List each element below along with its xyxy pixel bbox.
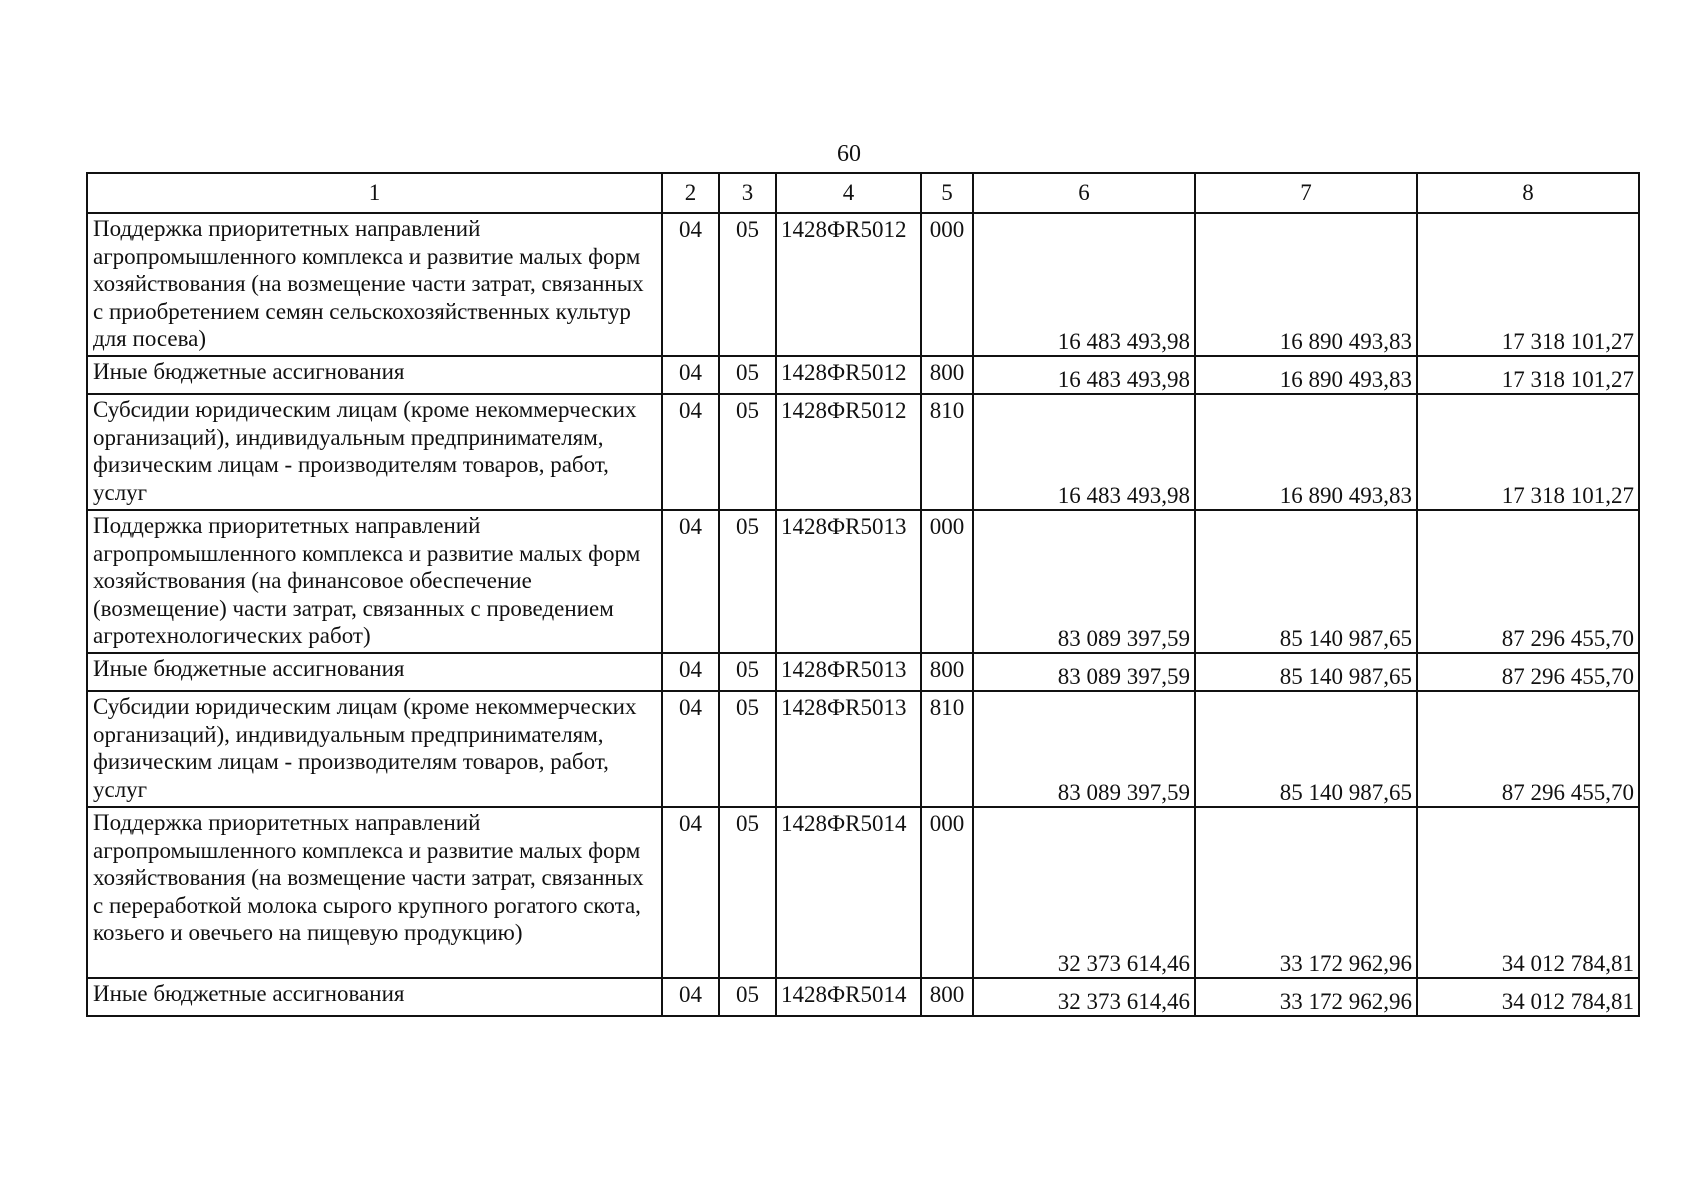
row-c4: 1428ФR5013: [776, 691, 921, 807]
row-c8: 17 318 101,27: [1417, 394, 1639, 510]
row-c4: 1428ФR5013: [776, 653, 921, 691]
row-c5: 000: [921, 807, 973, 978]
row-c4: 1428ФR5012: [776, 394, 921, 510]
row-c8: 87 296 455,70: [1417, 653, 1639, 691]
row-c6: 16 483 493,98: [973, 213, 1195, 356]
row-c2: 04: [662, 510, 719, 653]
row-c3: 05: [719, 691, 776, 807]
row-c4: 1428ФR5014: [776, 978, 921, 1016]
row-name: Поддержка приоритетных направлений агропромышленного комплекса и развитие малых форм хозяйствования (на возмещение части затрат, связанных с приобретением семян сельскохозяйственных культур для посева): [87, 213, 662, 356]
row-c7: 85 140 987,65: [1195, 510, 1417, 653]
row-c3: 05: [719, 213, 776, 356]
budget-table: [86, 172, 1640, 1017]
row-c2: 04: [662, 978, 719, 1016]
row-c8: 17 318 101,27: [1417, 213, 1639, 356]
row-c5: 810: [921, 691, 973, 807]
header-col-8: 8: [1417, 173, 1639, 213]
row-c7: 85 140 987,65: [1195, 691, 1417, 807]
row-c3: 05: [719, 807, 776, 978]
row-c4: 1428ФR5013: [776, 510, 921, 653]
row-c5: 800: [921, 356, 973, 394]
row-c7: 33 172 962,96: [1195, 978, 1417, 1016]
row-c3: 05: [719, 510, 776, 653]
row-c4: 1428ФR5012: [776, 213, 921, 356]
row-c8: 17 318 101,27: [1417, 356, 1639, 394]
row-c8: 87 296 455,70: [1417, 691, 1639, 807]
header-col-2: 2: [662, 173, 719, 213]
table-row: [87, 978, 1639, 1016]
row-c3: 05: [719, 653, 776, 691]
row-c8: 87 296 455,70: [1417, 510, 1639, 653]
table-row: [87, 510, 1639, 653]
table-row: [87, 356, 1639, 394]
row-c6: 16 483 493,98: [973, 394, 1195, 510]
table-row: [87, 653, 1639, 691]
page-number: 60: [837, 141, 861, 167]
row-c8: 34 012 784,81: [1417, 807, 1639, 978]
row-c7: 16 890 493,83: [1195, 356, 1417, 394]
row-c6: 83 089 397,59: [973, 653, 1195, 691]
row-name: Иные бюджетные ассигнования: [87, 978, 662, 1016]
header-col-3: 3: [719, 173, 776, 213]
row-c3: 05: [719, 394, 776, 510]
row-c4: 1428ФR5012: [776, 356, 921, 394]
row-c2: 04: [662, 356, 719, 394]
header-col-1: 1: [87, 173, 662, 213]
row-c3: 05: [719, 356, 776, 394]
row-c7: 33 172 962,96: [1195, 807, 1417, 978]
table-row: [87, 691, 1639, 807]
row-c2: 04: [662, 807, 719, 978]
row-c5: 000: [921, 510, 973, 653]
header-col-4: 4: [776, 173, 921, 213]
row-name: Поддержка приоритетных направлений агропромышленного комплекса и развитие малых форм хозяйствования (на возмещение части затрат, связанных с переработкой молока сырого крупного рогатого скота, козьего и овечьего на пищевую продукцию): [87, 807, 662, 978]
row-name: Субсидии юридическим лицам (кроме некоммерческих организаций), индивидуальным предпринимателям, физическим лицам - производителям товаров, работ, услуг: [87, 691, 662, 807]
header-col-6: 6: [973, 173, 1195, 213]
row-c5: 810: [921, 394, 973, 510]
row-c7: 16 890 493,83: [1195, 213, 1417, 356]
header-row: [87, 173, 1639, 213]
row-c3: 05: [719, 978, 776, 1016]
row-name: Иные бюджетные ассигнования: [87, 653, 662, 691]
row-c5: 800: [921, 653, 973, 691]
header-col-7: 7: [1195, 173, 1417, 213]
row-c7: 16 890 493,83: [1195, 394, 1417, 510]
row-c2: 04: [662, 691, 719, 807]
row-c6: 83 089 397,59: [973, 691, 1195, 807]
row-c4: 1428ФR5014: [776, 807, 921, 978]
row-name: Иные бюджетные ассигнования: [87, 356, 662, 394]
row-c6: 16 483 493,98: [973, 356, 1195, 394]
row-c6: 32 373 614,46: [973, 807, 1195, 978]
row-c8: 34 012 784,81: [1417, 978, 1639, 1016]
table-row: [87, 213, 1639, 356]
header-col-5: 5: [921, 173, 973, 213]
row-c2: 04: [662, 213, 719, 356]
row-c5: 000: [921, 213, 973, 356]
table-row: [87, 394, 1639, 510]
row-c2: 04: [662, 394, 719, 510]
table-row: [87, 807, 1639, 978]
row-name: Поддержка приоритетных направлений агропромышленного комплекса и развитие малых форм хозяйствования (на финансовое обеспечение (возмещение) части затрат, связанных с проведением агротехнологических работ): [87, 510, 662, 653]
row-c6: 32 373 614,46: [973, 978, 1195, 1016]
row-c6: 83 089 397,59: [973, 510, 1195, 653]
row-c5: 800: [921, 978, 973, 1016]
row-c2: 04: [662, 653, 719, 691]
row-name: Субсидии юридическим лицам (кроме некоммерческих организаций), индивидуальным предпринимателям, физическим лицам - производителям товаров, работ, услуг: [87, 394, 662, 510]
row-c7: 85 140 987,65: [1195, 653, 1417, 691]
